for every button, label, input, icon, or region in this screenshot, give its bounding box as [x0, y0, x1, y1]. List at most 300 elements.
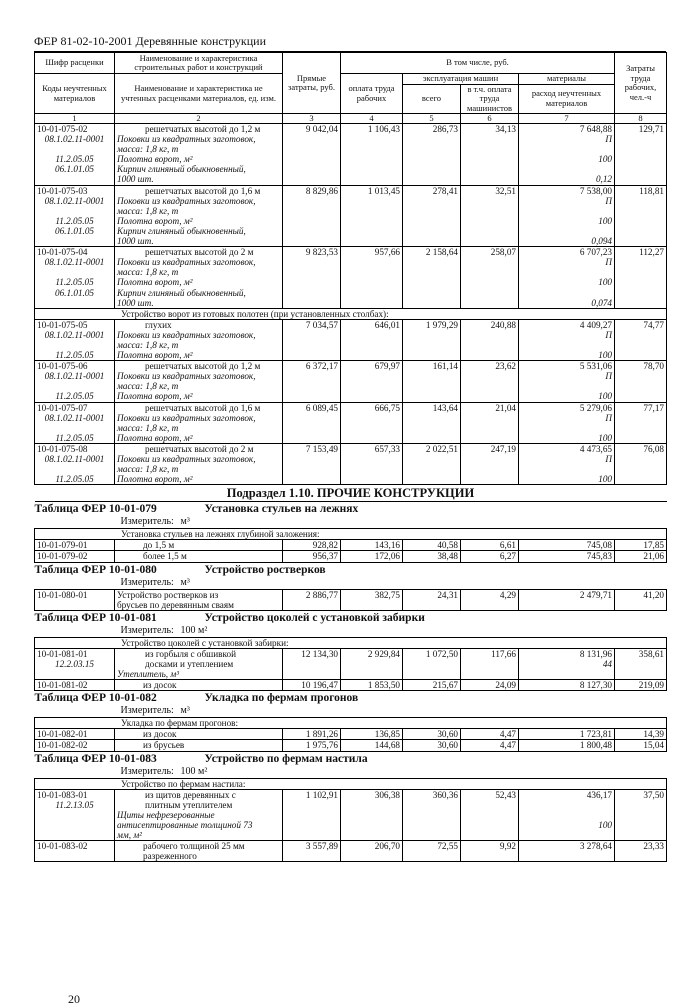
materials-value: 1 800,48: [519, 740, 615, 751]
labor-cost: 74,77: [615, 319, 667, 360]
hdr-mat-expense: расход неучтенных материалов: [519, 84, 615, 114]
table-number: Таблица ФЕР 10-01-080: [34, 563, 157, 576]
materials-cell: [519, 247, 615, 309]
machinists-wages: 24,09: [461, 680, 519, 691]
labor-cost: 77,17: [615, 402, 667, 443]
labor-cost: 21,06: [615, 551, 667, 562]
materials-cell: [519, 443, 615, 484]
unaccounted-material-qty: 100: [598, 215, 613, 226]
column-number: 1: [35, 114, 115, 124]
direct-cost: 9 823,53: [283, 247, 341, 309]
rate-name: до 1,5 м: [115, 540, 283, 551]
table-title: [35, 610, 667, 625]
header-row-1: [35, 53, 667, 74]
machines-cost: 30,60: [403, 740, 461, 751]
rate-code: 10-01-075-03: [37, 185, 88, 196]
table-name: Устройство цоколей с установкой забирки: [204, 611, 425, 624]
rate-name-cell: [115, 319, 283, 360]
rate-row: [35, 729, 667, 740]
materials-value: 4 473,65: [579, 443, 613, 454]
materials-cell: [519, 789, 615, 840]
materials-cell: [519, 124, 615, 186]
direct-cost: 7 153,49: [283, 443, 341, 484]
rate-code-cell: [35, 319, 115, 360]
machinists-wages: 117,66: [461, 648, 519, 679]
machines-cost: 360,36: [403, 789, 461, 840]
unaccounted-material-code: 08.1.02.11-0001: [44, 412, 105, 423]
table-title-row: [35, 610, 667, 625]
hdr-incl: В том числе, руб.: [341, 53, 615, 74]
column-number: 8: [615, 114, 667, 124]
unaccounted-material-name: Поковки из квадратных заготовок, масса: 1,8 кг, т: [117, 329, 256, 350]
rate-name: глухих: [145, 319, 172, 330]
rate-row: [35, 680, 667, 691]
machines-cost: 2 022,51: [403, 443, 461, 484]
wages-cost: 646,01: [341, 319, 403, 360]
rate-row: [35, 124, 667, 186]
direct-cost: 1 975,76: [283, 740, 341, 751]
rate-name-cell: [115, 247, 283, 309]
column-number: 4: [341, 114, 403, 124]
unaccounted-material-qty: 100: [598, 474, 613, 485]
wages-cost: 957,66: [341, 247, 403, 309]
machinists-wages: 6,27: [461, 551, 519, 562]
rate-code: 10-01-082-01: [35, 729, 115, 740]
rate-row: [35, 589, 667, 610]
rate-row: [35, 740, 667, 751]
table-title: [35, 691, 667, 706]
labor-cost: 78,70: [615, 361, 667, 402]
labor-cost: 129,71: [615, 124, 667, 186]
unaccounted-material-name: Поковки из квадратных заготовок, масса: 1,8 кг, т: [117, 454, 256, 475]
rate-code: 10-01-081-02: [35, 680, 115, 691]
rate-code: 10-01-083-02: [35, 841, 115, 862]
unit-row: [35, 516, 667, 529]
rate-code-cell: [35, 124, 115, 186]
table-subtitle-row: [35, 637, 667, 648]
rate-code-cell: [35, 443, 115, 484]
hdr-name-bottom: Наименование и характеристика не учтенных расценками материалов, ед. изм.: [115, 74, 283, 114]
table-subtitle: Укладка по фермам прогонов:: [35, 718, 667, 729]
machines-cost: 143,64: [403, 402, 461, 443]
rate-code: 10-01-081-01: [37, 648, 88, 659]
column-number: 7: [519, 114, 615, 124]
materials-value: 8 131,96: [579, 648, 613, 659]
unaccounted-material-code: 11.2.05.05: [55, 277, 94, 288]
machines-cost: 38,48: [403, 551, 461, 562]
wages-cost: 1 013,45: [341, 185, 403, 247]
labor-cost: 41,20: [615, 589, 667, 610]
table-number: Таблица ФЕР 10-01-082: [34, 692, 157, 705]
unit-row: [35, 766, 667, 779]
machines-cost: 72,55: [403, 841, 461, 862]
unaccounted-material-qty: 100: [598, 432, 613, 443]
materials-value: 4 409,27: [579, 319, 613, 330]
unaccounted-material-code: 11.2.05.05: [55, 154, 94, 165]
unaccounted-material-qty: 100: [598, 819, 613, 830]
direct-cost: 3 557,89: [283, 841, 341, 862]
labor-cost: 37,50: [615, 789, 667, 840]
rate-code-cell: [35, 789, 115, 840]
rate-name: из горбыля с обшивкой досками и утеплением: [145, 648, 237, 669]
unaccounted-material-qty: П: [605, 329, 613, 340]
unaccounted-material-qty: 0,094: [591, 236, 613, 247]
unaccounted-material-code: 08.1.02.11-0001: [44, 454, 105, 464]
unaccounted-material-code: 08.1.02.11-0001: [44, 134, 105, 145]
meter-label: Измеритель:: [120, 516, 174, 528]
hdr-mach-incl: в т.ч. оплата труда машинистов: [461, 84, 519, 114]
unit-value: 100 м²: [180, 624, 208, 636]
unit-line: [35, 577, 667, 590]
direct-cost: 2 886,77: [283, 589, 341, 610]
document-page: [34, 34, 666, 1006]
rate-code: 10-01-075-05: [37, 319, 88, 330]
table-name: Устройство по фермам настила: [204, 752, 368, 765]
hdr-materials: материалы: [519, 74, 615, 85]
rate-row: [35, 319, 667, 360]
wages-cost: 657,33: [341, 443, 403, 484]
labor-cost: 358,61: [615, 648, 667, 679]
materials-value: 7 538,00: [579, 185, 613, 196]
unaccounted-material-qty: П: [605, 195, 613, 206]
table-subtitle-row: [35, 529, 667, 540]
direct-cost: 1 891,26: [283, 729, 341, 740]
table-title-row: [35, 691, 667, 706]
rate-code: 10-01-075-06: [37, 361, 88, 372]
direct-cost: 7 034,57: [283, 319, 341, 360]
materials-cell: [519, 319, 615, 360]
unit-line: [35, 516, 667, 529]
wages-cost: 679,97: [341, 361, 403, 402]
machines-cost: 286,73: [403, 124, 461, 186]
rate-code-cell: [35, 361, 115, 402]
machines-cost: 1 979,29: [403, 319, 461, 360]
labor-cost: 14,39: [615, 729, 667, 740]
materials-value: 8 127,30: [519, 680, 615, 691]
wages-cost: 172,06: [341, 551, 403, 562]
rate-name-cell: [115, 789, 283, 840]
unaccounted-material-qty: 100: [598, 277, 613, 288]
rate-name: из досок: [115, 729, 283, 740]
wages-cost: 143,16: [341, 540, 403, 551]
unaccounted-material-qty: 0,12: [595, 174, 613, 185]
wages-cost: 206,70: [341, 841, 403, 862]
rate-code-cell: [35, 185, 115, 247]
labor-cost: 17,85: [615, 540, 667, 551]
unit-line: [35, 625, 667, 638]
materials-value: 6 707,23: [579, 247, 613, 258]
unaccounted-material-name: Щиты нефрезерованные антисептированные толщиной 73 мм, м²: [117, 809, 253, 840]
materials-value: 436,17: [586, 789, 613, 800]
unaccounted-material-qty: П: [605, 134, 613, 145]
unaccounted-material-name: Полотна ворот, м²: [117, 474, 193, 485]
materials-value: 5 279,06: [579, 402, 613, 413]
rate-code: 10-01-079-01: [35, 540, 115, 551]
labor-cost: 23,33: [615, 841, 667, 862]
rate-row: [35, 402, 667, 443]
unit-value: 100 м²: [180, 765, 208, 777]
table-title-row: [35, 751, 667, 766]
column-number: 2: [115, 114, 283, 124]
labor-cost: 112,27: [615, 247, 667, 309]
unit-value: м³: [180, 705, 190, 717]
unaccounted-material-name: Поковки из квадратных заготовок, масса: 1,8 кг, т: [117, 134, 256, 155]
machines-cost: 1 072,50: [403, 648, 461, 679]
unaccounted-material-qty: П: [605, 257, 613, 268]
column-number: 5: [403, 114, 461, 124]
machinists-wages: 240,88: [461, 319, 519, 360]
machinists-wages: 34,13: [461, 124, 519, 186]
wages-cost: 136,85: [341, 729, 403, 740]
table-number: Таблица ФЕР 10-01-083: [34, 752, 157, 765]
unaccounted-material-code: 11.2.05.05: [55, 215, 94, 226]
table-subtitle: Установка стульев на лежнях глубиной заложения:: [35, 529, 667, 540]
rate-row: [35, 551, 667, 562]
wages-cost: 144,68: [341, 740, 403, 751]
rate-name: решетчатых высотой до 2 м: [145, 443, 254, 454]
rate-code-cell: [35, 247, 115, 309]
wages-cost: 382,75: [341, 589, 403, 610]
machines-cost: 24,31: [403, 589, 461, 610]
labor-cost: 219,09: [615, 680, 667, 691]
table-title-row: [35, 502, 667, 517]
hdr-name: Наименование и характеристика строительных работ и конструкций: [115, 53, 283, 74]
header-row-2: [35, 74, 667, 85]
rate-row: [35, 648, 667, 679]
unit-value: м³: [180, 516, 190, 528]
unit-row: [35, 705, 667, 718]
unaccounted-material-code: 08.1.02.11-0001: [44, 257, 105, 268]
unaccounted-material-qty: 100: [598, 154, 613, 165]
meter-label: Измеритель:: [120, 576, 174, 588]
unaccounted-material-code: 11.2.05.05: [55, 391, 94, 402]
direct-cost: 6 089,45: [283, 402, 341, 443]
table-title: [35, 502, 667, 517]
unaccounted-material-name: Полотна ворот, м²: [117, 350, 193, 361]
wages-cost: 1 106,43: [341, 124, 403, 186]
unaccounted-material-code: 12.2.03.15: [54, 658, 95, 669]
hdr-mach-all: всего: [403, 84, 461, 114]
unaccounted-material-code: 06.1.01.05: [54, 287, 95, 298]
materials-value: 2 479,71: [519, 589, 615, 610]
rate-name-cell: [115, 648, 283, 679]
labor-cost: 76,08: [615, 443, 667, 484]
table-name: Устройство ростверков: [204, 563, 326, 576]
meter-label: Измеритель:: [120, 705, 174, 717]
machinists-wages: 23,62: [461, 361, 519, 402]
direct-cost: 8 829,86: [283, 185, 341, 247]
materials-value: 5 531,06: [579, 361, 613, 372]
rate-row: [35, 789, 667, 840]
materials-value: 7 648,88: [579, 124, 613, 134]
rate-row: [35, 185, 667, 247]
unit-line: [35, 766, 667, 779]
column-number: 6: [461, 114, 519, 124]
hdr-direct: Прямые затраты, руб.: [283, 53, 341, 114]
machinists-wages: 4,47: [461, 729, 519, 740]
machinists-wages: 258,07: [461, 247, 519, 309]
machinists-wages: 6,61: [461, 540, 519, 551]
rate-name: решетчатых высотой до 1,2 м: [145, 124, 261, 134]
labor-cost: 15,04: [615, 740, 667, 751]
unaccounted-material-code: 11.2.05.05: [55, 474, 94, 485]
group-subtitle-row: [35, 308, 667, 319]
unaccounted-material-name: Полотна ворот, м²: [117, 391, 193, 402]
hdr-code-bottom: Коды неучтенных материалов: [35, 74, 115, 114]
unaccounted-material-name: Полотна ворот, м²: [117, 215, 193, 226]
machinists-wages: 21,04: [461, 402, 519, 443]
rate-name-cell: [115, 361, 283, 402]
rate-name: решетчатых высотой до 1,6 м: [145, 402, 261, 413]
rate-code: 10-01-075-07: [37, 402, 88, 413]
rate-name: из щитов деревянных с плитным утеплителем: [145, 789, 236, 810]
table-subtitle-row: [35, 778, 667, 789]
rate-code: 10-01-075-04: [37, 247, 88, 258]
unaccounted-material-name: Поковки из квадратных заготовок, масса: 1,8 кг, т: [117, 371, 256, 392]
direct-cost: 6 372,17: [283, 361, 341, 402]
rate-code: 10-01-083-01: [37, 789, 88, 800]
unaccounted-material-code: 08.1.02.11-0001: [44, 195, 105, 206]
unit-row: [35, 577, 667, 590]
rate-name: Устройство ростверков из брусьев по деревянным сваям: [115, 589, 283, 610]
section-title-row: [35, 485, 667, 502]
direct-cost: 12 134,30: [283, 648, 341, 679]
column-numbers-row: [35, 114, 667, 124]
rate-row: [35, 841, 667, 862]
table-name: Укладка по фермам прогонов: [204, 692, 359, 705]
rate-code: 10-01-080-01: [35, 589, 115, 610]
rate-name: из брусьев: [115, 740, 283, 751]
unaccounted-material-name: Полотна ворот, м²: [117, 154, 193, 165]
rate-code-cell: [35, 648, 115, 679]
hdr-code: Шифр расценки: [35, 53, 115, 74]
rate-row: [35, 443, 667, 484]
direct-cost: 9 042,04: [283, 124, 341, 186]
unaccounted-material-code: 11.2.05.05: [55, 350, 94, 361]
meter-label: Измеритель:: [120, 624, 174, 636]
machinists-wages: 247,19: [461, 443, 519, 484]
unaccounted-material-name: Кирпич глиняный обыкновенный, 1000 шт.: [117, 287, 246, 308]
table-title: [35, 751, 667, 766]
machines-cost: 161,14: [403, 361, 461, 402]
rate-name-cell: [115, 124, 283, 186]
meter-label: Измеритель:: [120, 765, 174, 777]
unaccounted-material-name: Утеплитель, м³: [117, 669, 179, 680]
materials-cell: [519, 648, 615, 679]
rate-row: [35, 247, 667, 309]
machines-cost: 40,58: [403, 540, 461, 551]
materials-cell: [519, 361, 615, 402]
materials-value: 745,83: [519, 551, 615, 562]
machines-cost: 215,67: [403, 680, 461, 691]
unaccounted-material-name: Полотна ворот, м²: [117, 277, 193, 288]
rate-name: из досок: [115, 680, 283, 691]
unaccounted-material-code: 08.1.02.11-0001: [44, 371, 105, 382]
hdr-wages: оплата труда рабочих: [341, 74, 403, 114]
direct-cost: 928,82: [283, 540, 341, 551]
rate-name-cell: [115, 402, 283, 443]
wages-cost: 666,75: [341, 402, 403, 443]
table-subtitle-row: [35, 718, 667, 729]
unaccounted-material-code: 06.1.01.05: [54, 164, 95, 175]
machines-cost: 2 158,64: [403, 247, 461, 309]
rate-code: 10-01-082-02: [35, 740, 115, 751]
rate-name-cell: [115, 185, 283, 247]
rate-row: [35, 540, 667, 551]
section-title: Подраздел 1.10. ПРОЧИЕ КОНСТРУКЦИИ: [35, 485, 667, 502]
rate-name: решетчатых высотой до 1,2 м: [145, 361, 261, 372]
table-subtitle: Устройство цоколей с установкой забирки:: [35, 637, 667, 648]
unit-row: [35, 625, 667, 638]
page-number: 20: [68, 992, 80, 1006]
group-subtitle: Устройство ворот из готовых полотен (при установленных столбах):: [35, 308, 667, 319]
unaccounted-material-qty: П: [605, 454, 613, 464]
materials-value: 1 723,81: [519, 729, 615, 740]
table-subtitle: Устройство по фермам настила:: [35, 778, 667, 789]
hdr-machines: эксплуатация машин: [403, 74, 519, 85]
hdr-labor: Затраты труда рабочих, чел.-ч: [615, 53, 667, 114]
direct-cost: 1 102,91: [283, 789, 341, 840]
labor-cost: 118,81: [615, 185, 667, 247]
direct-cost: 956,37: [283, 551, 341, 562]
wages-cost: 2 929,84: [341, 648, 403, 679]
table-title: [35, 562, 667, 577]
machinists-wages: 4,29: [461, 589, 519, 610]
machinists-wages: 4,47: [461, 740, 519, 751]
machines-cost: 30,60: [403, 729, 461, 740]
rate-name: решетчатых высотой до 2 м: [145, 247, 254, 258]
unaccounted-material-qty: 100: [598, 350, 613, 361]
machinists-wages: 9,92: [461, 841, 519, 862]
materials-value: 745,08: [519, 540, 615, 551]
rate-code-cell: [35, 402, 115, 443]
unaccounted-material-qty: 100: [598, 391, 613, 402]
wages-cost: 306,38: [341, 789, 403, 840]
table-title-row: [35, 562, 667, 577]
direct-cost: 10 196,47: [283, 680, 341, 691]
rate-name: решетчатых высотой до 1,6 м: [145, 185, 261, 196]
unit-line: [35, 705, 667, 718]
unit-value: м³: [180, 576, 190, 588]
rate-code: 10-01-075-02: [37, 124, 88, 134]
rate-name: рабочего толщиной 25 мм разреженного: [115, 841, 283, 862]
rate-name: более 1,5 м: [115, 551, 283, 562]
unaccounted-material-qty: П: [605, 371, 613, 382]
unaccounted-material-name: Поковки из квадратных заготовок, масса: 1,8 кг, т: [117, 412, 256, 433]
machines-cost: 278,41: [403, 185, 461, 247]
running-head: ФЕР 81-02-10-2001 Деревянные конструкции: [34, 34, 666, 52]
materials-cell: [519, 185, 615, 247]
unaccounted-material-code: 06.1.01.05: [54, 225, 95, 236]
unaccounted-material-name: Кирпич глиняный обыкновенный, 1000 шт.: [117, 225, 246, 247]
unaccounted-material-code: 11.2.05.05: [55, 432, 94, 443]
rate-code: 10-01-079-02: [35, 551, 115, 562]
unaccounted-material-code: 11.2.13.05: [55, 799, 94, 810]
unaccounted-material-name: Поковки из квадратных заготовок, масса: 1,8 кг, т: [117, 195, 256, 216]
machinists-wages: 32,51: [461, 185, 519, 247]
materials-cell: [519, 402, 615, 443]
wages-cost: 1 853,50: [341, 680, 403, 691]
machinists-wages: 52,43: [461, 789, 519, 840]
unaccounted-material-name: Кирпич глиняный обыкновенный, 1000 шт.: [117, 164, 246, 185]
rate-row: [35, 361, 667, 402]
column-number: 3: [283, 114, 341, 124]
table-number: Таблица ФЕР 10-01-079: [34, 503, 157, 516]
unaccounted-material-code: 08.1.02.11-0001: [44, 329, 105, 340]
rate-name-cell: [115, 443, 283, 484]
price-table: [34, 52, 667, 862]
rate-code: 10-01-075-08: [37, 443, 88, 454]
